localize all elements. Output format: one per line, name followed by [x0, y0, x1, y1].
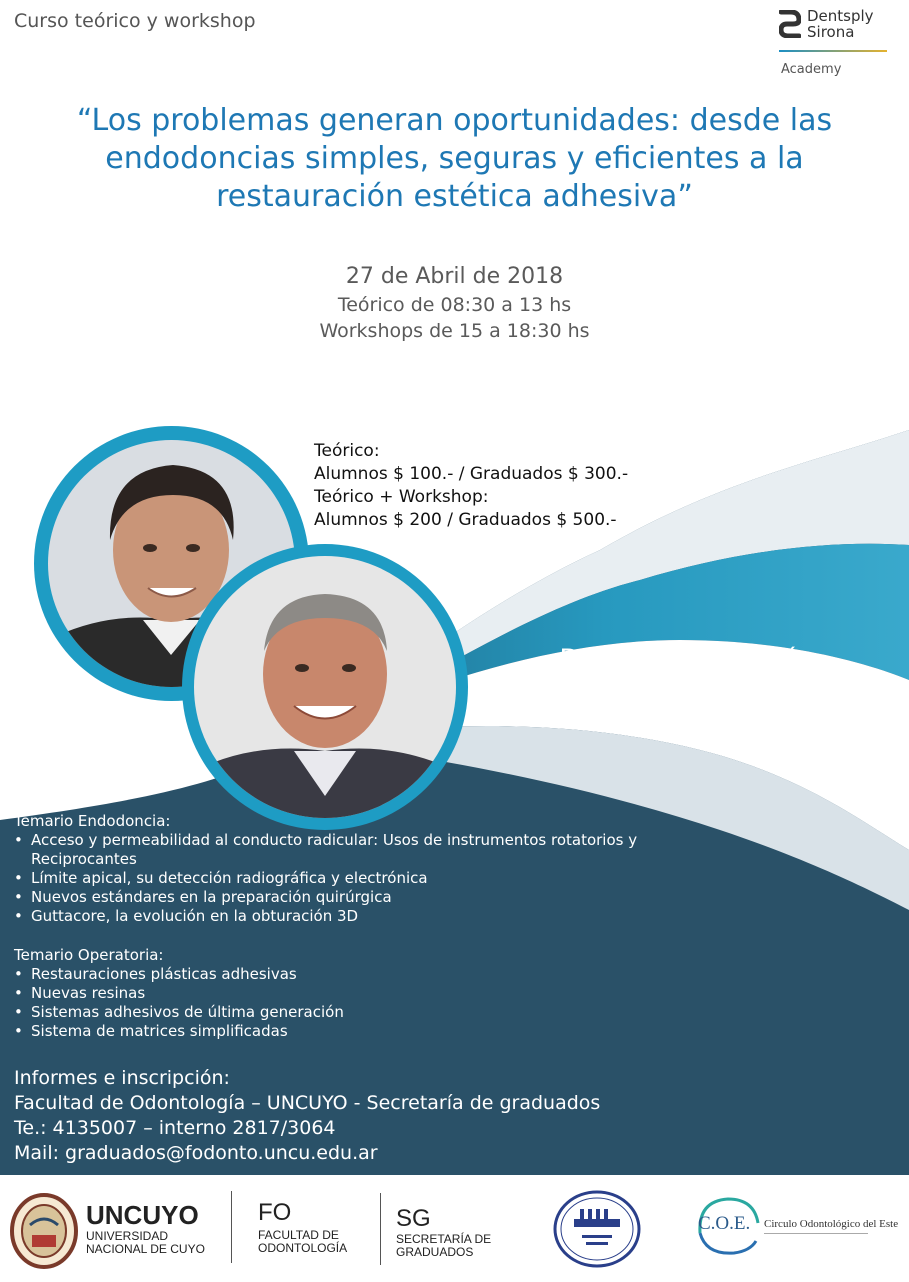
odontologia-seal-icon: [552, 1189, 642, 1269]
sg-title: SG: [396, 1205, 431, 1232]
price-theory: Alumnos $ 100.- / Graduados $ 300.-: [314, 464, 629, 484]
syllabus-heading: Temario Endodoncia:: [14, 812, 171, 830]
uncuyo-seal-icon: [10, 1193, 78, 1269]
dentsply-sirona-logo: [779, 6, 887, 82]
list-item: • Límite apical, su detección radiográfica y electrónica: [14, 869, 714, 888]
fo-sub-1: FACULTAD DE: [258, 1228, 339, 1242]
price-theory-heading: Teórico:: [314, 441, 380, 461]
course-type-label: Curso teórico y workshop: [14, 10, 256, 32]
speaker-name-1: Dr. Gonzalo García: [559, 644, 811, 675]
syllabus-endodontics: [14, 812, 714, 926]
syllabus-list: [14, 831, 714, 926]
brand-divider: [779, 50, 887, 52]
brand-sub-label: Academy: [781, 62, 842, 77]
price-workshop: Alumnos $ 200 / Graduados $ 500.-: [314, 510, 617, 530]
coe-title: C.O.E.: [698, 1213, 751, 1234]
coe-underline: [764, 1233, 868, 1234]
brand-name-line1: Dentsply: [807, 7, 874, 25]
sg-sub-2: GRADUADOS: [396, 1245, 474, 1259]
uncuyo-title: UNCUYO: [86, 1200, 199, 1230]
list-item: • Guttacore, la evolución en la obturación 3D: [14, 907, 714, 926]
list-item: • Nuevas resinas: [14, 984, 714, 1003]
portrait-image: [194, 556, 456, 818]
speaker-names: [500, 640, 870, 756]
contact-institution: Facultad de Odontología – UNCUYO - Secretaría de graduados: [14, 1092, 601, 1114]
title-line-3: restauración estética adhesiva”: [216, 179, 693, 214]
fo-title: FO: [258, 1199, 292, 1226]
uncuyo-sub-2: NACIONAL DE CUYO: [86, 1242, 205, 1256]
coe-sub: Circulo Odontológico del Este: [764, 1218, 899, 1230]
contact-email: Mail: graduados@fodonto.uncu.edu.ar: [14, 1142, 378, 1164]
fo-sub-2: ODONTOLOGÍA: [258, 1241, 348, 1255]
syllabus-operative: [14, 946, 714, 1041]
syllabus-heading: Temario Operatoria:: [14, 946, 164, 964]
contact-heading: Informes e inscripción:: [14, 1067, 230, 1089]
event-date: 27 de Abril de 2018: [345, 264, 564, 289]
syllabus-list: [14, 965, 714, 1041]
workshop-hours: Workshops de 15 a 18:30 hs: [319, 320, 590, 342]
list-item: • Sistemas adhesivos de última generación: [14, 1003, 714, 1022]
title-line-2: endodoncias simples, seguras y eficientes a la: [105, 141, 804, 176]
contact-info: [14, 1066, 600, 1166]
speaker-photo-2: [194, 556, 456, 818]
list-item: • Acceso y permeabilidad al conducto radicular: Usos de instrumentos rotatorios y Reciprocantes: [14, 831, 714, 869]
price-workshop-heading: Teórico + Workshop:: [314, 487, 489, 507]
uncuyo-sub-1: UNIVERSIDAD: [86, 1229, 169, 1243]
contact-phone: Te.: 4135007 – interno 2817/3064: [14, 1117, 336, 1139]
list-item: • Sistema de matrices simplificadas: [14, 1022, 714, 1041]
price-list: [314, 440, 628, 532]
list-item: • Restauraciones plásticas adhesivas: [14, 965, 714, 984]
footer-divider: [380, 1193, 381, 1265]
sg-sub-1: SECRETARÍA DE: [396, 1232, 492, 1246]
sponsor-footer: [0, 1175, 909, 1282]
dentsply-mark-icon: [779, 10, 801, 38]
brand-name-line2: Sirona: [807, 23, 855, 41]
theory-hours: Teórico de 08:30 a 13 hs: [337, 294, 572, 316]
footer-divider: [231, 1191, 232, 1263]
title-line-1: “Los problemas generan oportunidades: desde las: [76, 103, 833, 138]
speaker-name-2: Dr. Sergio Kohen: [572, 702, 798, 733]
schedule-block: [0, 262, 909, 344]
list-item: • Nuevos estándares en la preparación quirúrgica: [14, 888, 714, 907]
course-title: [30, 102, 879, 216]
